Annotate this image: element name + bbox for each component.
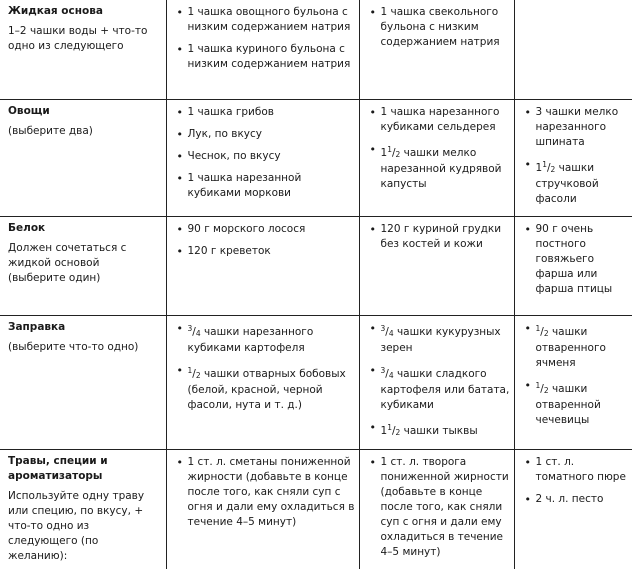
category-note: (выберите что-то одно) <box>8 340 139 353</box>
list-item: • 1 ст. л. томатного пюре <box>525 455 629 485</box>
list-item: • 90 г морского лосося <box>177 222 355 237</box>
table-row-vegetables <box>0 99 632 216</box>
category-cell <box>0 315 166 449</box>
fraction-half: $^1/_2$ <box>187 365 201 380</box>
table-row-protein <box>0 216 632 315</box>
fraction-one-and-half: $1^1/_2$ <box>380 144 401 159</box>
list-item: • 1 чашка нарезанной кубиками моркови <box>177 171 355 201</box>
category-title: Белок <box>8 221 46 234</box>
option-cell <box>359 449 514 569</box>
list-item: • 1 чашка свекольного бульона с низким содержанием натрия <box>370 5 510 50</box>
list-item: • 1 чашка куриного бульона с низким содержанием натрия <box>177 42 355 72</box>
option-cell <box>166 449 359 569</box>
option-cell <box>359 0 514 99</box>
list-item: • $^1/_2$ чашки отваренной чечевицы <box>525 378 629 428</box>
list-item: • 120 г креветок <box>177 244 355 259</box>
list-item: • 1 чашка овощного бульона с низким содержанием натрия <box>177 5 355 35</box>
option-cell <box>166 216 359 315</box>
category-title: Заправка <box>8 320 66 333</box>
category-note: Используйте одну траву или специю, по вкусу, + что-то одно из следующего (по желанию): <box>8 489 145 562</box>
list-item: • $^3/_4$ чашки кукурузных зерен <box>370 321 510 356</box>
option-cell <box>514 99 632 216</box>
list-item: • $^3/_4$ чашки нарезанного кубиками картофеля <box>177 321 355 356</box>
list-item: • 1 чашка грибов <box>177 105 355 120</box>
option-cell <box>166 0 359 99</box>
category-cell <box>0 0 166 99</box>
list-item: • Чеснок, по вкусу <box>177 149 355 164</box>
option-cell <box>359 315 514 449</box>
list-item: • 1 ст. л. творога пониженной жирности (добавьте в конце после того, как сняли суп с огня и дали ему охладиться в течение 4–5 минут) <box>370 455 510 560</box>
category-title: Овощи <box>8 104 50 117</box>
fraction-half: $^1/_2$ <box>535 380 549 395</box>
list-item: • 2 ч. л. песто <box>525 492 629 507</box>
category-title: Травы, специи и ароматизаторы <box>8 454 108 482</box>
fraction-three-quarters: $^3/_4$ <box>380 323 394 338</box>
option-cell <box>166 99 359 216</box>
category-cell <box>0 99 166 216</box>
table-row-liquid-base <box>0 0 632 99</box>
fraction-one-and-half: $1^1/_2$ <box>380 422 401 437</box>
category-note: Должен сочетаться с жидкой основой (выберите один) <box>8 241 127 284</box>
option-cell <box>514 449 632 569</box>
list-item: • 90 г очень постного говяжьего фарша или фарша птицы <box>525 222 629 297</box>
list-item: • 3 чашки мелко нарезанного шпината <box>525 105 629 150</box>
fraction-half: $^1/_2$ <box>535 323 549 338</box>
fraction-three-quarters: $^3/_4$ <box>380 365 394 380</box>
option-cell <box>359 216 514 315</box>
category-cell <box>0 449 166 569</box>
table-row-filler <box>0 315 632 449</box>
list-item: • 120 г куриной грудки без костей и кожи <box>370 222 510 252</box>
list-item: • $1^1/_2$ чашки стручковой фасоли <box>525 157 629 207</box>
category-title: Жидкая основа <box>8 5 103 17</box>
option-cell <box>514 216 632 315</box>
category-note: 1–2 чашки воды + что-то одно из следующего <box>8 25 148 52</box>
list-item: • Лук, по вкусу <box>177 127 355 142</box>
fraction-one-and-half: $1^1/_2$ <box>535 159 556 174</box>
option-cell <box>514 315 632 449</box>
category-note: (выберите два) <box>8 124 93 137</box>
list-item: • 1 чашка нарезанного кубиками сельдерея <box>370 105 510 135</box>
table-row-herbs <box>0 449 632 569</box>
list-item: • 1 ст. л. сметаны пониженной жирности (добавьте в конце после того, как сняли суп с огня и дали ему охладиться в течение 4–5 минут) <box>177 455 355 530</box>
list-item: • $^1/_2$ чашки отварных бобовых (белой, красной, черной фасоли, нута и т. д.) <box>177 363 355 413</box>
category-cell <box>0 216 166 315</box>
option-cell <box>166 315 359 449</box>
list-item: • $^1/_2$ чашки отваренного ячменя <box>525 321 629 371</box>
fraction-three-quarters: $^3/_4$ <box>187 323 201 338</box>
option-cell-empty <box>514 0 632 99</box>
list-item: • $1^1/_2$ чашки тыквы <box>370 420 510 440</box>
list-item: • $1^1/_2$ чашки мелко нарезанной кудрявой капусты <box>370 142 510 192</box>
option-cell <box>359 99 514 216</box>
list-item: • $^3/_4$ чашки сладкого картофеля или батата, кубиками <box>370 363 510 413</box>
